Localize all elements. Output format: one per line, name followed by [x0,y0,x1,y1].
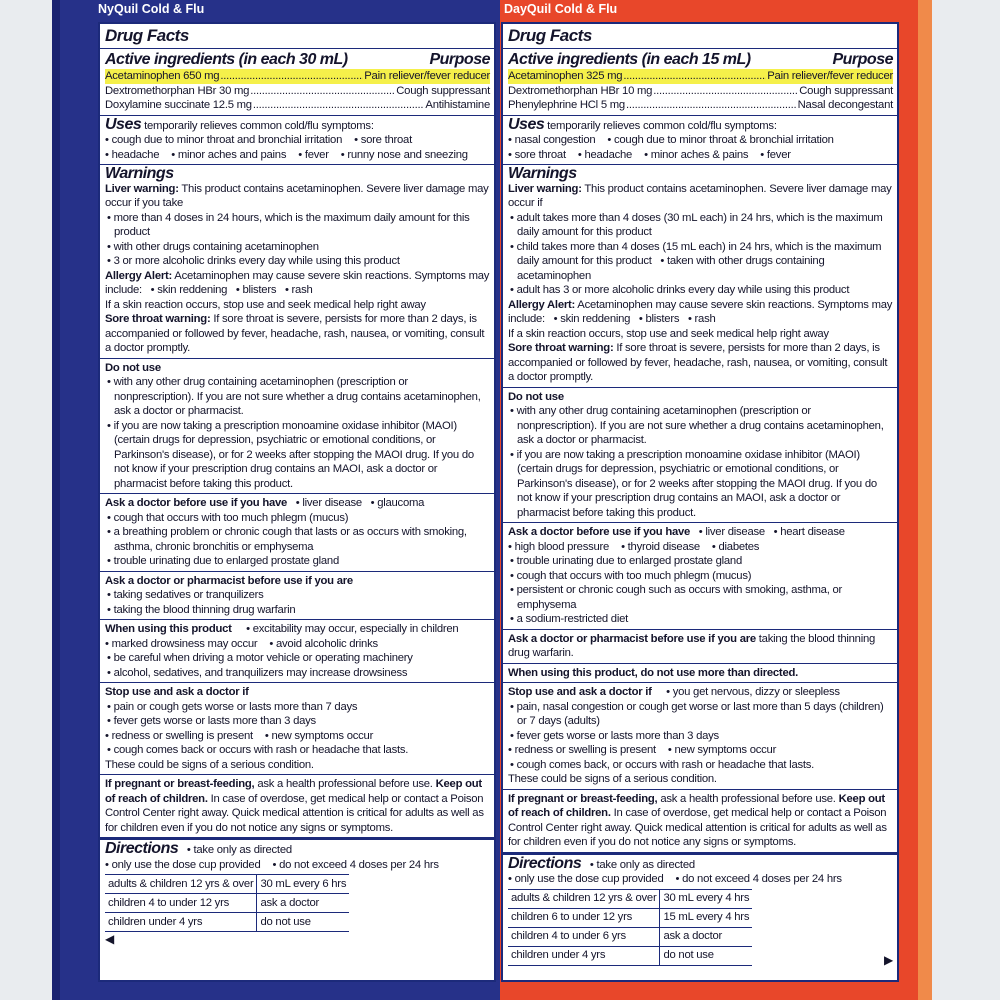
table-row: adults & children 12 yrs & over 30 mL every 6 hrs [105,875,349,894]
warnings-title: Warnings [508,165,577,182]
table-row: children under 4 yrs do not use [105,913,349,932]
ingredient-row: Doxylamine succinate 12.5 mg ..... Antihistamine [105,98,490,113]
when-using-section: When using this product • excitability may occur, especially in children • marked drowsiness may occur • avoid alcoholic drinks • be careful when driving a motor vehicle or operating machinery • alcohol, sedatives, and tranquilizers may increase drowsiness [100,620,494,683]
box-edge-right [918,0,932,1000]
dayquil-brand-label: DayQuil Cold & Flu [504,2,618,16]
active-ingredients-section [100,49,494,116]
table-row: children 4 to under 12 yrs ask a doctor [105,894,349,913]
directions-section: Directions • take only as directed • only use the dose cup provided • do not exceed 4 doses per 24 hrs adults & children 12 yrs & over 30 mL every 4 hrs children 6 to under 12 yrs 15 mL every 4 hrs children 4 to under 6 yrs ask a doctor children under 4 yrs do not use ▶ [503,855,897,981]
drug-facts-title: Drug Facts [105,26,189,45]
active-ingredients-header: Active ingredients (in each 30 mL) [105,51,348,68]
uses-section: Uses temporarily relieves common cold/flu symptoms: • cough due to minor throat and bronchial irritation • sore throat • headache • minor aches and pains • fever • runny nose and sneezing [100,116,494,166]
dayquil-drug-facts-panel [501,22,899,982]
directions-section: Directions • take only as directed • only use the dose cup provided • do not exceed 4 doses per 24 hrs adults & children 12 yrs & over 30 mL every 6 hrs children 4 to under 12 yrs ask a doctor children under 4 yrs do not use ◀ [100,840,494,980]
drug-facts-header [100,24,494,49]
uses-title: Uses [105,115,142,133]
ingredient-row: Dextromethorphan HBr 10 mg ..... Cough suppressant [508,84,893,99]
warnings-title: Warnings [105,165,174,182]
ask-pharmacist-section: Ask a doctor or pharmacist before use if you are taking the blood thinning drug warfarin. [503,630,897,664]
ingredient-row: Phenylephrine HCl 5 mg ..... Nasal decongestant [508,98,893,113]
do-not-use-section: Do not use • with any other drug containing acetaminophen (prescription or nonprescription). If you are not sure whether a drug contains acetaminophen, ask a doctor or pharmacist. • if you are now taking a prescription monoamine oxidase inhibitor (MAOI) (certain drugs for depression, psychiatric or emotional conditions, or Parkinson's disease), or for 2 weeks after stopping the MAOI drug. If you do not know if your prescription drug contains an MAOI, ask a doctor or pharmacist before taking this product. [503,388,897,524]
uses-section: Uses temporarily relieves common cold/flu symptoms: • nasal congestion • cough due to minor throat & bronchial irritation • sore throat • headache • minor aches & pains • fever [503,116,897,166]
arrow-right-icon: ▶ [884,952,893,967]
nyquil-drug-facts-panel [98,22,496,982]
stop-use-section: Stop use and ask a doctor if • you get nervous, dizzy or sleepless • pain, nasal congestion or cough get worse or last more than 5 days (children) or 7 days (adults) • fever gets worse or lasts more than 3 days • redness or swelling is present • new symptoms occur • cough comes back, or occurs with rash or headache that lasts. These could be signs of a serious condition. [503,683,897,790]
pregnancy-section: If pregnant or breast-feeding, ask a health professional before use. Keep out of reach of children. In case of overdose, get medical help or contact a Poison Control Center right away. Quick medical attention is critical for adults as well as for children even if you do not notice any signs or symptoms. [503,790,897,855]
active-ingredients-header: Active ingredients (in each 15 mL) [508,51,751,68]
directions-title: Directions [105,840,179,857]
ingredient-row: Dextromethorphan HBr 30 mg ..... Cough suppressant [105,84,490,99]
ask-pharmacist-section: Ask a doctor or pharmacist before use if you are • taking sedatives or tranquilizers • taking the blood thinning drug warfarin [100,572,494,621]
purpose-header: Purpose [429,51,490,68]
table-row: children 6 to under 12 yrs 15 mL every 4 hrs [508,908,752,927]
warnings-section: Warnings Liver warning: This product contains acetaminophen. Severe liver damage may occur if you take • more than 4 doses in 24 hours, which is the maximum daily amount for this product • with other drugs containing acetaminophen • 3 or more alcoholic drinks every day while using this product Allergy Alert: Acetaminophen may cause severe skin reactions. Symptoms may include: • skin reddening • blisters • rash If a skin reaction occurs, stop use and seek medical help right away Sore throat warning: If sore throat is severe, persists for more than 2 days, is accompanied or followed by fever, headache, rash, nausea, or vomiting, consult a doctor promptly. [100,165,494,359]
active-ingredients-section [503,49,897,116]
uses-title: Uses [508,115,545,133]
table-row: children 4 to under 6 yrs ask a doctor [508,927,752,946]
dose-table [508,889,752,966]
table-row: children under 4 yrs do not use [508,946,752,965]
warnings-section: Warnings Liver warning: This product contains acetaminophen. Severe liver damage may occur if • adult takes more than 4 doses (30 mL each) in 24 hrs, which is the maximum daily amount for this product • child takes more than 4 doses (15 mL each) in 24 hrs, which is the maximum daily amount for this product • taken with other drugs containing acetaminophen • adult has 3 or more alcoholic drinks every day while using this product Allergy Alert: Acetaminophen may cause severe skin reactions. Symptoms may include: • skin reddening • blisters • rash If a skin reaction occurs, stop use and seek medical help right away Sore throat warning: If sore throat is severe, persists for more than 2 days, is accompanied or followed by fever, headache, rash, nausea, or vomiting, consult a doctor promptly. [503,165,897,388]
directions-title: Directions [508,854,582,872]
ask-doctor-section: Ask a doctor before use if you have • liver disease • glaucoma • cough that occurs with too much phlegm (mucus) • a breathing problem or chronic cough that lasts or as occurs with smoking, asthma, chronic bronchitis or emphysema • trouble urinating due to enlarged prostate gland [100,494,494,572]
drug-facts-title: Drug Facts [508,26,592,45]
pregnancy-section: If pregnant or breast-feeding, ask a health professional before use. Keep out of reach of children. In case of overdose, get medical help or contact a Poison Control Center right away. Quick medical attention is critical for adults as well as for children even if you do not notice any signs or symptoms. [100,775,494,840]
purpose-header: Purpose [832,51,893,68]
stop-use-section: Stop use and ask a doctor if • pain or cough gets worse or lasts more than 7 days • fever gets worse or lasts more than 3 days • redness or swelling is present • new symptoms occur • cough comes back or occurs with rash or headache that lasts. These could be signs of a serious condition. [100,683,494,775]
when-using-section: When using this product, do not use more than directed. [503,664,897,684]
drug-facts-header [503,24,897,49]
do-not-use-section: Do not use • with any other drug containing acetaminophen (prescription or nonprescription). If you are not sure whether a drug contains acetaminophen, ask a doctor or pharmacist. • if you are now taking a prescription monoamine oxidase inhibitor (MAOI) (certain drugs for depression, psychiatric or emotional conditions, or Parkinson's disease), or for 2 weeks after stopping the MAOI drug. If you do not know if your prescription drug contains an MAOI, ask a doctor or pharmacist before taking this product. [100,359,494,495]
nyquil-brand-label: NyQuil Cold & Flu [98,2,205,16]
table-row: adults & children 12 yrs & over 30 mL every 4 hrs [508,889,752,908]
ask-doctor-section: Ask a doctor before use if you have • liver disease • heart disease • high blood pressure • thyroid disease • diabetes • trouble urinating due to enlarged prostate gland • cough that occurs with too much phlegm (mucus) • persistent or chronic cough such as occurs with smoking, asthma, or emphysema • a sodium-restricted diet [503,523,897,630]
ingredient-row: Acetaminophen 650 mg ..... Pain reliever/fever reducer [105,69,490,84]
ingredient-row: Acetaminophen 325 mg ..... Pain reliever/fever reducer [508,69,893,84]
arrow-left-icon: ◀ [105,932,114,946]
dose-table [105,874,349,932]
